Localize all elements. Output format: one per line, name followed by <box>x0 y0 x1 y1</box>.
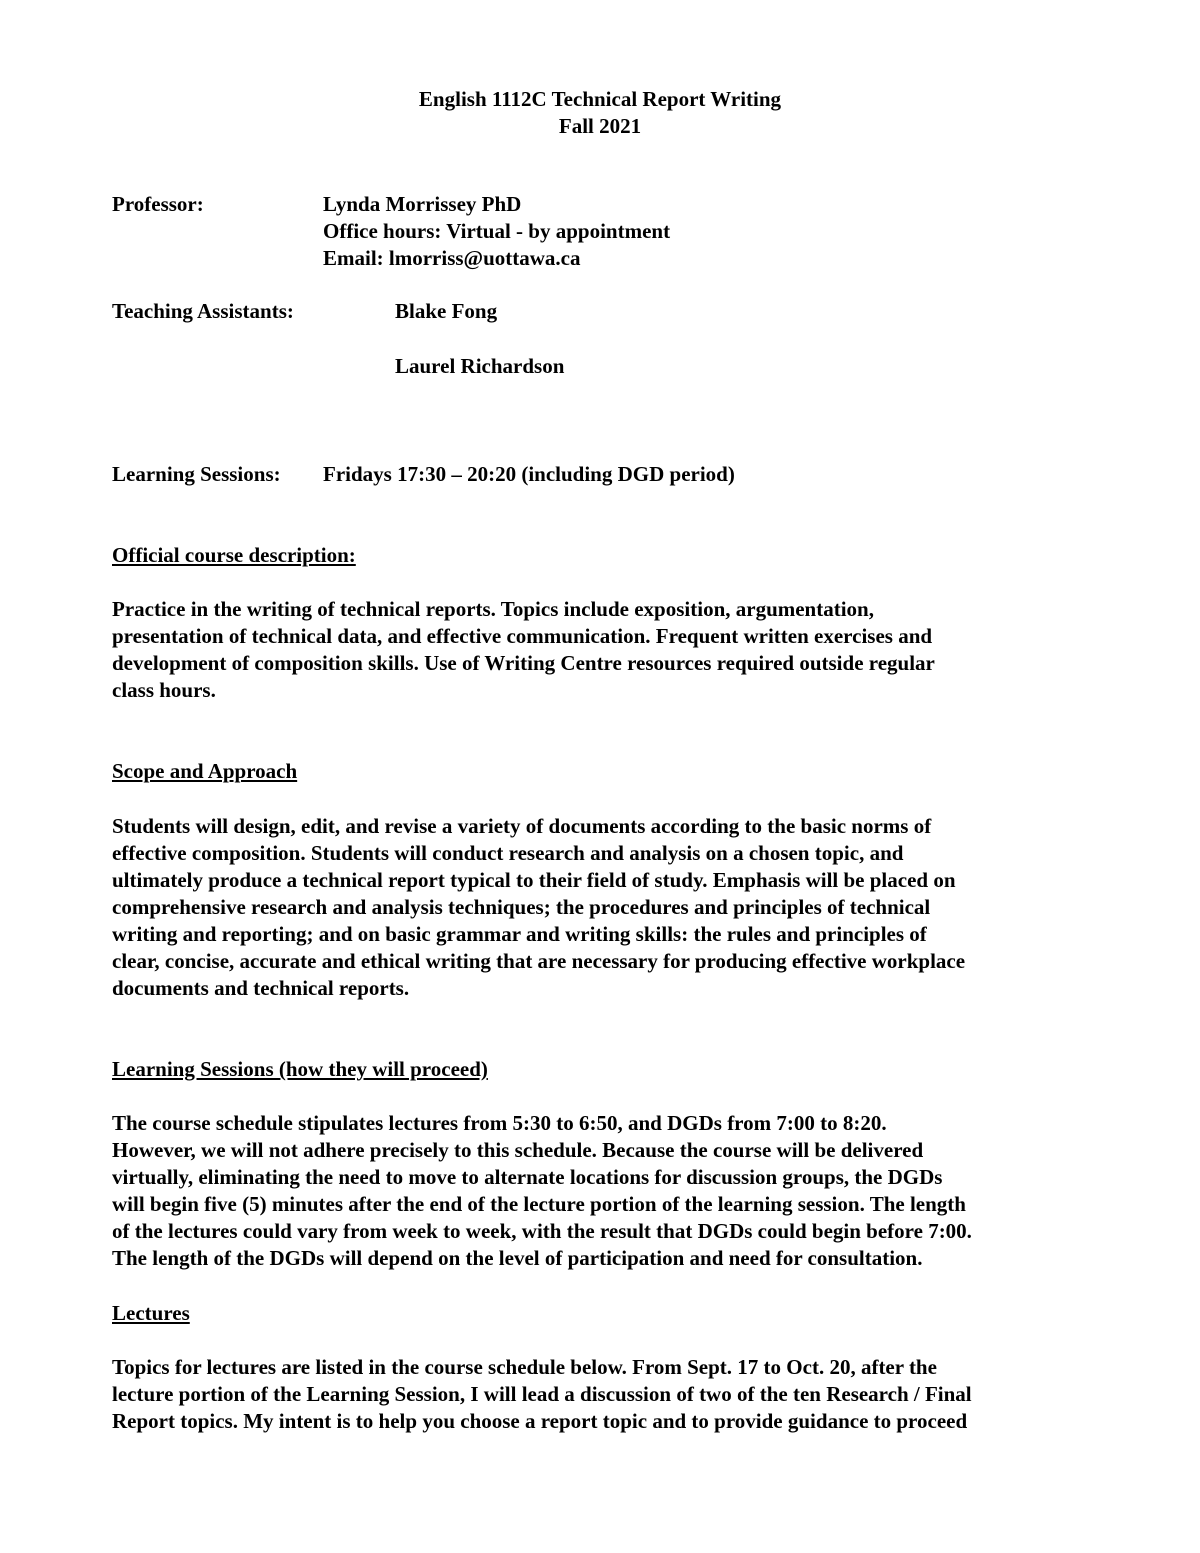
paragraph-line: effective composition. Students will conduct research and analysis on a chosen topic, and <box>112 841 904 865</box>
paragraph-line: development of composition skills. Use of Writing Centre resources required outside regular <box>112 651 935 675</box>
teaching-assistant-name: Blake Fong <box>395 299 498 323</box>
professor-email: Email: lmorriss@uottawa.ca <box>323 246 581 270</box>
lectures-paragraph <box>112 1354 1087 1435</box>
professor-label: Professor: <box>112 192 204 216</box>
course-description-paragraph <box>112 596 1087 704</box>
paragraph-line: The course schedule stipulates lectures from 5:30 to 6:50, and DGDs from 7:00 to 8:20. <box>112 1111 887 1135</box>
learning-sessions-time: Fridays 17:30 – 20:20 (including DGD period) <box>323 462 735 486</box>
paragraph-line: documents and technical reports. <box>112 976 410 1000</box>
paragraph-line: presentation of technical data, and effective communication. Frequent written exercises and <box>112 624 933 648</box>
paragraph-line: will begin five (5) minutes after the end of the lecture portion of the learning session. The length <box>112 1192 966 1216</box>
professor-name: Lynda Morrissey PhD <box>323 192 522 216</box>
course-title: English 1112C Technical Report Writing <box>418 87 782 111</box>
office-hours: Office hours: Virtual - by appointment <box>323 219 671 243</box>
paragraph-line: Students will design, edit, and revise a variety of documents according to the basic norms of <box>112 814 932 838</box>
lectures-heading: Lectures <box>112 1301 190 1325</box>
term: Fall 2021 <box>558 114 642 138</box>
paragraph-line: virtually, eliminating the need to move to alternate locations for discussion groups, the DGDs <box>112 1165 943 1189</box>
paragraph-line: of the lectures could vary from week to week, with the result that DGDs could begin before 7:00. <box>112 1219 972 1243</box>
paragraph-line: clear, concise, accurate and ethical writing that are necessary for producing effective workplace <box>112 949 966 973</box>
course-description-heading: Official course description: <box>112 543 356 567</box>
paragraph-line: The length of the DGDs will depend on the level of participation and need for consultation. <box>112 1246 923 1270</box>
learning-sessions-label: Learning Sessions: <box>112 462 281 486</box>
paragraph-line: Practice in the writing of technical reports. Topics include exposition, argumentation, <box>112 597 874 621</box>
paragraph-line: comprehensive research and analysis techniques; the procedures and principles of technical <box>112 895 931 919</box>
paragraph-line: class hours. <box>112 678 216 702</box>
paragraph-line: writing and reporting; and on basic grammar and writing skills: the rules and principles of <box>112 922 927 946</box>
paragraph-line: Topics for lectures are listed in the course schedule below. From Sept. 17 to Oct. 20, after the <box>112 1355 937 1379</box>
scope-heading: Scope and Approach <box>112 759 298 783</box>
paragraph-line: lecture portion of the Learning Session, I will lead a discussion of two of the ten Research / Final <box>112 1382 972 1406</box>
learning-sessions-heading: Learning Sessions (how they will proceed) <box>112 1057 488 1081</box>
scope-paragraph <box>112 813 1087 1002</box>
learning-sessions-paragraph <box>112 1110 1087 1272</box>
paragraph-line: Report topics. My intent is to help you choose a report topic and to provide guidance to proceed <box>112 1409 968 1433</box>
teaching-assistant-name: Laurel Richardson <box>395 354 565 378</box>
teaching-assistants-label: Teaching Assistants: <box>112 299 294 323</box>
paragraph-line: However, we will not adhere precisely to this schedule. Because the course will be delivered <box>112 1138 924 1162</box>
paragraph-line: ultimately produce a technical report typical to their field of study. Emphasis will be placed on <box>112 868 956 892</box>
